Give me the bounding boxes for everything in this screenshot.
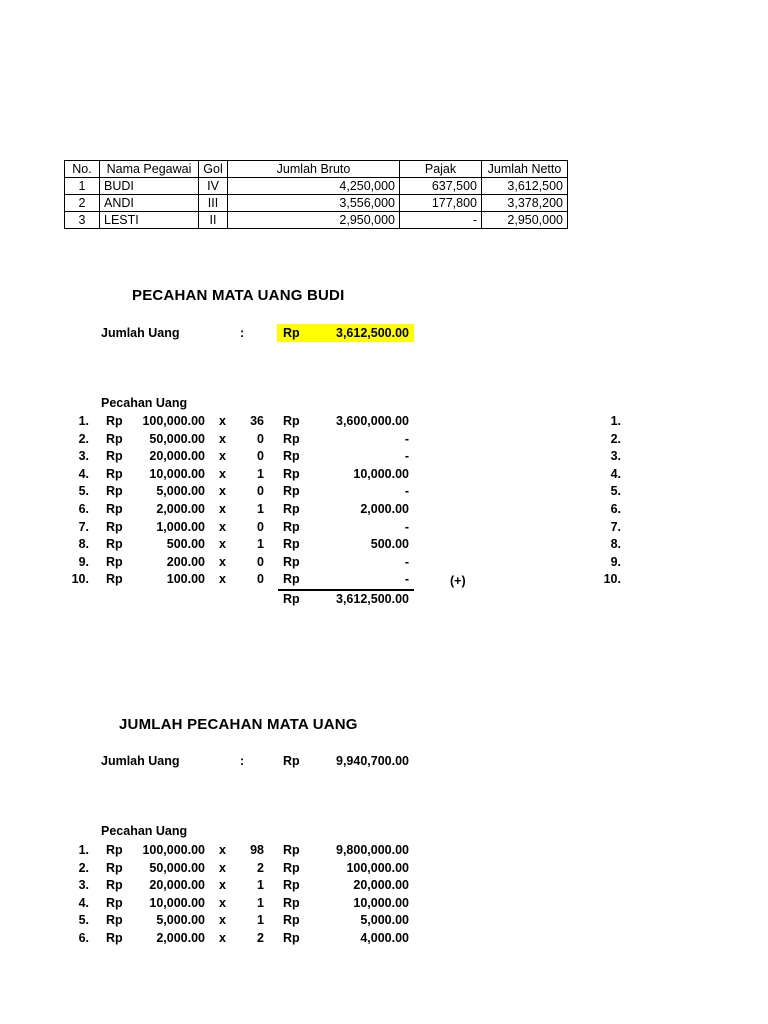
- row-denomination: 100.00: [166, 572, 205, 587]
- row-number: 7.: [78, 519, 89, 534]
- row-multiply-sign: x: [219, 572, 226, 587]
- cell-bruto: 4,250,000: [228, 178, 400, 195]
- row-currency: Rp: [106, 466, 123, 481]
- row-right-number: 1.: [610, 414, 621, 428]
- budi-amount-value: 3,612,500.00: [336, 326, 409, 340]
- row-number: 5.: [78, 484, 89, 499]
- row-denomination: 2,000.00: [156, 931, 205, 945]
- row-total-currency: Rp: [283, 554, 300, 569]
- cell-no: 1: [65, 178, 100, 195]
- header-jumlah-netto: Jumlah Netto: [482, 161, 568, 178]
- row-right-number: 5.: [610, 484, 621, 499]
- row-denomination: 50,000.00: [149, 431, 205, 446]
- row-denomination: 20,000.00: [149, 878, 205, 893]
- row-denomination: 10,000.00: [149, 466, 205, 481]
- row-total: -: [404, 484, 409, 499]
- jumlah-amount-label: Jumlah Uang: [101, 754, 180, 768]
- row-multiply-sign: x: [219, 414, 226, 428]
- row-denomination: 100,000.00: [142, 843, 205, 857]
- row-right-number: 10.: [603, 572, 621, 587]
- row-number: 4.: [78, 466, 89, 481]
- header-nama-pegawai: Nama Pegawai: [100, 161, 199, 178]
- row-right-number: 9.: [610, 554, 621, 569]
- row-denomination: 10,000.00: [149, 895, 205, 910]
- employee-table: [64, 160, 568, 229]
- row-quantity: 0: [257, 484, 264, 499]
- row-currency: Rp: [106, 895, 123, 910]
- row-number: 6.: [78, 931, 89, 945]
- row-total-currency: Rp: [283, 484, 300, 499]
- row-quantity: 0: [257, 554, 264, 569]
- row-currency: Rp: [106, 414, 123, 428]
- budi-pecahan-label: Pecahan Uang: [101, 396, 188, 410]
- row-quantity: 0: [257, 449, 264, 464]
- cell-netto: 3,378,200: [482, 195, 568, 212]
- row-quantity: 0: [257, 431, 264, 446]
- budi-amount-label: Jumlah Uang: [101, 326, 180, 340]
- row-denomination: 100,000.00: [142, 414, 205, 428]
- header-jumlah-bruto: Jumlah Bruto: [228, 161, 400, 178]
- header-pajak: Pajak: [400, 161, 482, 178]
- cell-netto: 3,612,500: [482, 178, 568, 195]
- row-multiply-sign: x: [219, 895, 226, 910]
- row-quantity: 1: [257, 502, 264, 516]
- budi-amount-currency: Rp: [283, 326, 300, 340]
- row-total: 100,000.00: [346, 860, 409, 875]
- row-multiply-sign: x: [219, 554, 226, 569]
- row-multiply-sign: x: [219, 519, 226, 534]
- row-total-currency: Rp: [283, 572, 300, 587]
- row-denomination: 2,000.00: [156, 502, 205, 516]
- row-total: 2,000.00: [360, 502, 409, 516]
- row-total: -: [404, 519, 409, 534]
- row-number: 10.: [71, 572, 89, 587]
- cell-gol: III: [199, 195, 228, 212]
- row-currency: Rp: [106, 572, 123, 587]
- row-right-number: 6.: [610, 502, 621, 516]
- row-currency: Rp: [106, 537, 123, 552]
- cell-no: 3: [65, 212, 100, 229]
- row-total-currency: Rp: [283, 431, 300, 446]
- row-denomination: 5,000.00: [156, 484, 205, 499]
- row-multiply-sign: x: [219, 431, 226, 446]
- jumlah-amount-colon: :: [240, 754, 245, 768]
- row-total-currency: Rp: [283, 931, 300, 945]
- budi-section-title: PECAHAN MATA UANG BUDI: [132, 287, 345, 304]
- budi-sum-line: [278, 589, 414, 591]
- row-right-number: 4.: [610, 466, 621, 481]
- row-total-currency: Rp: [283, 449, 300, 464]
- cell-bruto: 2,950,000: [228, 212, 400, 229]
- cell-pajak: 637,500: [400, 178, 482, 195]
- row-quantity: 1: [257, 537, 264, 552]
- row-currency: Rp: [106, 554, 123, 569]
- row-quantity: 1: [257, 895, 264, 910]
- row-right-number: 2.: [610, 431, 621, 446]
- row-multiply-sign: x: [219, 931, 226, 945]
- row-number: 9.: [78, 554, 89, 569]
- row-currency: Rp: [106, 860, 123, 875]
- row-multiply-sign: x: [219, 466, 226, 481]
- jumlah-amount-currency: Rp: [283, 754, 300, 768]
- table-row: [65, 212, 568, 229]
- row-currency: Rp: [106, 878, 123, 893]
- row-currency: Rp: [106, 484, 123, 499]
- cell-gol: II: [199, 212, 228, 229]
- header-gol: Gol: [199, 161, 228, 178]
- budi-sum-currency: Rp: [283, 592, 300, 606]
- cell-nama: LESTI: [100, 212, 199, 229]
- row-multiply-sign: x: [219, 913, 226, 928]
- row-total: 5,000.00: [360, 913, 409, 928]
- row-total-currency: Rp: [283, 466, 300, 481]
- row-currency: Rp: [106, 431, 123, 446]
- row-number: 2.: [78, 860, 89, 875]
- row-denomination: 20,000.00: [149, 449, 205, 464]
- row-quantity: 98: [250, 843, 264, 857]
- row-number: 2.: [78, 431, 89, 446]
- row-number: 8.: [78, 537, 89, 552]
- table-header-row: [65, 161, 568, 178]
- row-multiply-sign: x: [219, 484, 226, 499]
- row-total: -: [404, 431, 409, 446]
- row-quantity: 1: [257, 466, 264, 481]
- row-multiply-sign: x: [219, 878, 226, 893]
- row-right-number: 7.: [610, 519, 621, 534]
- row-number: 1.: [78, 414, 89, 428]
- row-multiply-sign: x: [219, 502, 226, 516]
- row-total: 4,000.00: [360, 931, 409, 945]
- row-quantity: 2: [257, 860, 264, 875]
- budi-plus-sign: (+): [450, 574, 466, 588]
- cell-nama: ANDI: [100, 195, 199, 212]
- row-total: 10,000.00: [353, 895, 409, 910]
- row-denomination: 1,000.00: [156, 519, 205, 534]
- row-denomination: 500.00: [166, 537, 205, 552]
- row-total-currency: Rp: [283, 895, 300, 910]
- row-number: 4.: [78, 895, 89, 910]
- row-number: 3.: [78, 449, 89, 464]
- budi-amount-colon: :: [240, 326, 245, 340]
- table-row: [65, 195, 568, 212]
- row-number: 5.: [78, 913, 89, 928]
- row-total-currency: Rp: [283, 860, 300, 875]
- row-number: 6.: [78, 502, 89, 516]
- row-quantity: 1: [257, 913, 264, 928]
- row-multiply-sign: x: [219, 843, 226, 857]
- row-quantity: 2: [257, 931, 264, 945]
- row-total-currency: Rp: [283, 502, 300, 516]
- row-quantity: 1: [257, 878, 264, 893]
- row-multiply-sign: x: [219, 449, 226, 464]
- row-number: 1.: [78, 843, 89, 857]
- table-row: [65, 178, 568, 195]
- cell-no: 2: [65, 195, 100, 212]
- row-currency: Rp: [106, 502, 123, 516]
- row-total-currency: Rp: [283, 414, 300, 428]
- header-no: No.: [65, 161, 100, 178]
- row-currency: Rp: [106, 519, 123, 534]
- row-total: 3,600,000.00: [336, 414, 409, 428]
- row-currency: Rp: [106, 843, 123, 857]
- budi-sum-total: 3,612,500.00: [336, 592, 409, 606]
- cell-nama: BUDI: [100, 178, 199, 195]
- cell-gol: IV: [199, 178, 228, 195]
- row-total-currency: Rp: [283, 913, 300, 928]
- row-denomination: 5,000.00: [156, 913, 205, 928]
- row-currency: Rp: [106, 449, 123, 464]
- jumlah-pecahan-label: Pecahan Uang: [101, 824, 188, 838]
- jumlah-amount-value: 9,940,700.00: [336, 754, 409, 768]
- cell-pajak: 177,800: [400, 195, 482, 212]
- row-total-currency: Rp: [283, 843, 300, 857]
- row-number: 3.: [78, 878, 89, 893]
- row-right-number: 3.: [610, 449, 621, 464]
- row-total-currency: Rp: [283, 519, 300, 534]
- cell-bruto: 3,556,000: [228, 195, 400, 212]
- row-denomination: 50,000.00: [149, 860, 205, 875]
- row-currency: Rp: [106, 931, 123, 945]
- row-denomination: 200.00: [166, 554, 205, 569]
- row-total: 20,000.00: [353, 878, 409, 893]
- row-quantity: 36: [250, 414, 264, 428]
- row-total: 500.00: [370, 537, 409, 552]
- jumlah-section-title: JUMLAH PECAHAN MATA UANG: [119, 716, 358, 733]
- row-multiply-sign: x: [219, 860, 226, 875]
- row-total: 9,800,000.00: [336, 843, 409, 857]
- row-total-currency: Rp: [283, 537, 300, 552]
- cell-netto: 2,950,000: [482, 212, 568, 229]
- cell-pajak: -: [400, 212, 482, 229]
- row-total: -: [404, 449, 409, 464]
- row-quantity: 0: [257, 572, 264, 587]
- row-currency: Rp: [106, 913, 123, 928]
- row-multiply-sign: x: [219, 537, 226, 552]
- row-quantity: 0: [257, 519, 264, 534]
- row-total: 10,000.00: [353, 466, 409, 481]
- row-right-number: 8.: [610, 537, 621, 552]
- row-total: -: [404, 554, 409, 569]
- row-total-currency: Rp: [283, 878, 300, 893]
- row-total: -: [404, 572, 409, 587]
